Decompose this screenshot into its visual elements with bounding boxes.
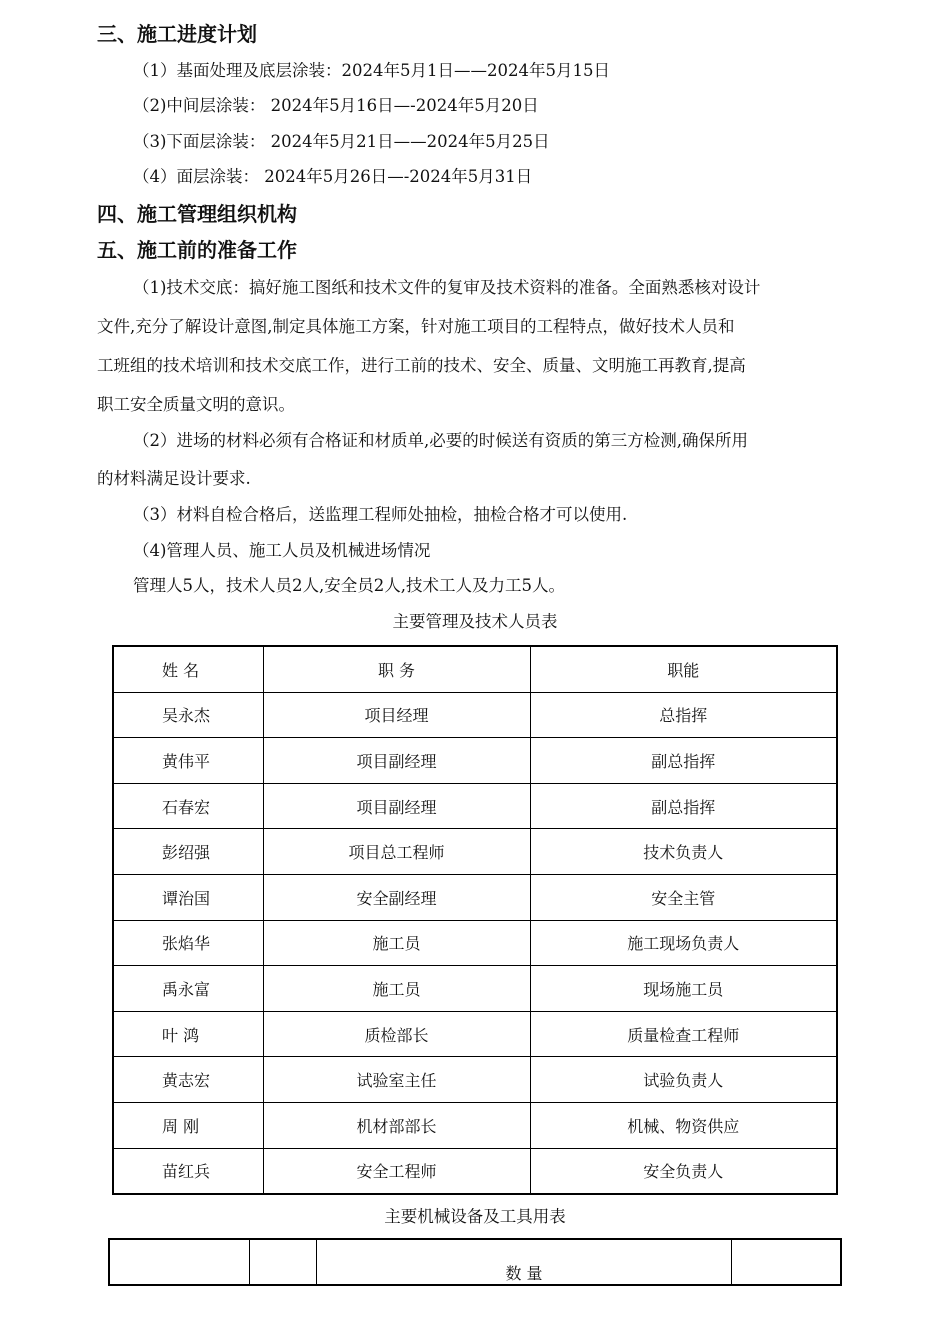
cell-position: 试验室主任 — [263, 1057, 530, 1103]
schedule-item-1: （1）基面处理及底层涂装：2024年5月1日——2024年5月15日 — [133, 61, 610, 80]
cell-name: 周 刚 — [113, 1102, 263, 1148]
cell-position: 施工员 — [263, 920, 530, 966]
paragraph-1-line-4: 职工安全质量文明的意识。 — [97, 395, 295, 414]
cell-position: 项目经理 — [263, 692, 530, 738]
cell-function: 现场施工员 — [530, 966, 837, 1012]
header-position: 职 务 — [263, 646, 530, 692]
equip-header-2 — [250, 1239, 317, 1285]
header-function: 职能 — [530, 646, 837, 692]
equip-header-4 — [732, 1239, 842, 1285]
cell-function: 试验负责人 — [530, 1057, 837, 1103]
cell-name: 谭治国 — [113, 874, 263, 920]
table-row — [113, 1057, 837, 1103]
cell-function: 副总指挥 — [530, 738, 837, 784]
table-row — [113, 1102, 837, 1148]
cell-function: 施工现场负责人 — [530, 920, 837, 966]
equip-header-1 — [109, 1239, 250, 1285]
cell-name: 黄志宏 — [113, 1057, 263, 1103]
cell-name: 石春宏 — [113, 783, 263, 829]
cell-position: 安全工程师 — [263, 1148, 530, 1194]
cell-name: 黄伟平 — [113, 738, 263, 784]
cell-position: 项目副经理 — [263, 783, 530, 829]
cell-position: 机材部部长 — [263, 1102, 530, 1148]
schedule-item-3: （3)下面层涂装： 2024年5月21日——2024年5月25日 — [133, 132, 550, 151]
table-row — [113, 692, 837, 738]
schedule-item-4: （4）面层涂装： 2024年5月26日—-2024年5月31日 — [133, 167, 533, 186]
section-5-heading: 五、施工前的准备工作 — [97, 238, 297, 262]
table-row — [113, 1011, 837, 1057]
cell-position: 施工员 — [263, 966, 530, 1012]
equipment-table-header-row — [109, 1239, 841, 1285]
cell-function: 机械、物资供应 — [530, 1102, 837, 1148]
staff-table-caption: 主要管理及技术人员表 — [392, 612, 558, 631]
cell-name: 禹永富 — [113, 966, 263, 1012]
section-3-heading: 三、施工进度计划 — [97, 22, 257, 46]
cell-function: 技术负责人 — [530, 829, 837, 875]
equip-table-caption: 主要机械设备及工具用表 — [384, 1207, 566, 1226]
table-row — [113, 738, 837, 784]
table-row — [113, 966, 837, 1012]
cell-position: 项目总工程师 — [263, 829, 530, 875]
cell-function: 副总指挥 — [530, 783, 837, 829]
schedule-item-2: （2)中间层涂装： 2024年5月16日—-2024年5月20日 — [133, 96, 539, 115]
cell-name: 叶 鸿 — [113, 1011, 263, 1057]
cell-position: 质检部长 — [263, 1011, 530, 1057]
paragraph-2-line-2: 的材料满足设计要求. — [97, 469, 251, 488]
table-row — [113, 874, 837, 920]
cell-name: 张焰华 — [113, 920, 263, 966]
staff-table — [112, 645, 838, 1195]
cell-function: 安全负责人 — [530, 1148, 837, 1194]
cell-name: 苗红兵 — [113, 1148, 263, 1194]
cell-function: 安全主管 — [530, 874, 837, 920]
paragraph-5: 管理人5人，技术人员2人,安全员2人,技术工人及力工5人。 — [133, 576, 565, 595]
cell-position: 安全副经理 — [263, 874, 530, 920]
paragraph-1-line-3: 工班组的技术培训和技术交底工作，进行工前的技术、安全、质量、文明施工再教育,提高 — [97, 356, 746, 375]
section-4-heading: 四、施工管理组织机构 — [97, 202, 297, 226]
staff-table-header-row — [113, 646, 837, 692]
table-row — [113, 829, 837, 875]
paragraph-3: （3）材料自检合格后，送监理工程师处抽检，抽检合格才可以使用. — [133, 505, 628, 524]
cell-name: 彭绍强 — [113, 829, 263, 875]
cell-name: 吴永杰 — [113, 692, 263, 738]
table-row — [113, 783, 837, 829]
paragraph-2-line-1: （2）进场的材料必须有合格证和材质单,必要的时候送有资质的第三方检测,确保所用 — [133, 431, 748, 450]
table-row — [113, 920, 837, 966]
equipment-table — [108, 1238, 842, 1286]
paragraph-1-line-2: 文件,充分了解设计意图,制定具体施工方案，针对施工项目的工程特点，做好技术人员和 — [97, 317, 735, 336]
cell-function: 质量检查工程师 — [530, 1011, 837, 1057]
paragraph-1-line-1: （1)技术交底：搞好施工图纸和技术文件的复审及技术资料的准备。全面熟悉核对设计 — [133, 278, 761, 297]
equip-header-quantity: 数 量 — [317, 1239, 732, 1285]
cell-function: 总指挥 — [530, 692, 837, 738]
header-name: 姓 名 — [113, 646, 263, 692]
table-row — [113, 1148, 837, 1194]
paragraph-4: （4)管理人员、施工人员及机械进场情况 — [133, 541, 431, 560]
cell-position: 项目副经理 — [263, 738, 530, 784]
